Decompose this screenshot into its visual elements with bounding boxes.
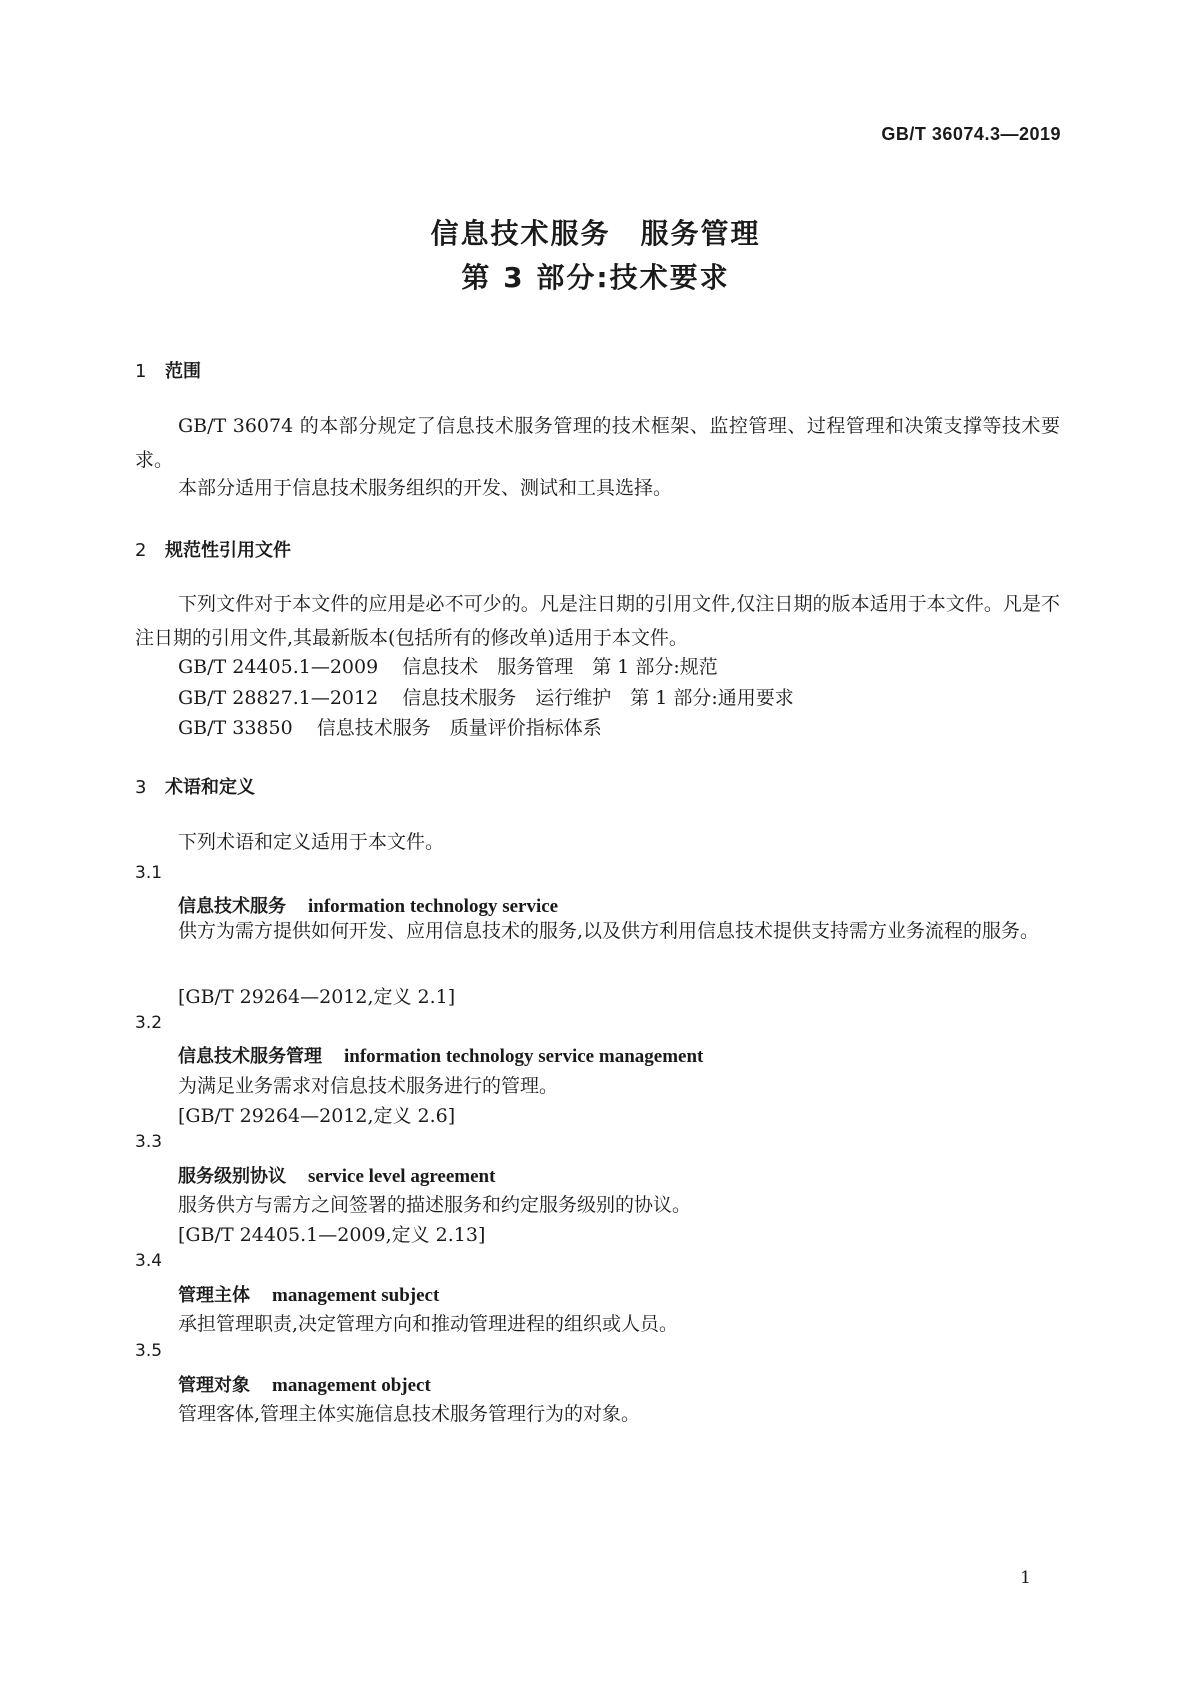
- term-heading: [178, 1281, 439, 1307]
- section-title: 范围: [165, 361, 201, 382]
- section-heading: [135, 536, 291, 562]
- term-en: information technology service: [308, 896, 559, 917]
- paragraph: 本部分适用于信息技术服务组织的开发、测试和工具选择。: [178, 477, 673, 499]
- reference-title: 信息技术服务 运行维护 第 1 部分:通用要求: [402, 687, 794, 709]
- reference-item: [178, 683, 794, 710]
- section-number: 3: [135, 777, 147, 798]
- term-en: management object: [272, 1375, 431, 1396]
- term-source: [GB/T 29264—2012,定义 2.6]: [178, 1105, 456, 1127]
- term-heading: [178, 1162, 495, 1188]
- term-definition: 管理客体,管理主体实施信息技术服务管理行为的对象。: [178, 1403, 641, 1425]
- term-en: information technology service management: [344, 1046, 704, 1067]
- term-zh: 信息技术服务: [178, 896, 286, 917]
- paragraph: 下列术语和定义适用于本文件。: [178, 831, 445, 853]
- term-source: [GB/T 24405.1—2009,定义 2.13]: [178, 1224, 486, 1246]
- section-heading: [135, 773, 255, 799]
- term-en: service level agreement: [308, 1166, 496, 1187]
- doc-title-line1: 信息技术服务 服务管理: [430, 217, 761, 250]
- term-number: 3.3: [135, 1132, 163, 1152]
- reference-code: GB/T 33850: [178, 717, 293, 739]
- term-number: 3.1: [135, 863, 163, 883]
- term-zh: 管理主体: [178, 1285, 250, 1306]
- term-definition: 承担管理职责,决定管理方向和推动管理进程的组织或人员。: [178, 1313, 679, 1335]
- term-zh: 管理对象: [178, 1375, 250, 1396]
- paragraph: GB/T 36074 的本部分规定了信息技术服务管理的技术框架、监控管理、过程管理和决策支撑等技术要求。: [135, 415, 1060, 471]
- reference-code: GB/T 28827.1—2012: [178, 687, 379, 709]
- section-number: 2: [135, 540, 147, 561]
- reference-title: 信息技术 服务管理 第 1 部分:规范: [402, 656, 718, 678]
- section-heading: [135, 357, 201, 383]
- term-definition: 服务供方与需方之间签署的描述服务和约定服务级别的协议。: [178, 1194, 692, 1216]
- reference-item: [178, 652, 718, 679]
- paragraph: 下列文件对于本文件的应用是必不可少的。凡是注日期的引用文件,仅注日期的版本适用于本文件。凡是不注日期的引用文件,其最新版本(包括所有的修改单)适用于本文件。: [135, 593, 1060, 649]
- term-heading: [178, 1371, 431, 1397]
- term-number: 3.2: [135, 1013, 163, 1033]
- term-number: 3.5: [135, 1341, 163, 1361]
- section-number: 1: [135, 361, 147, 382]
- term-source: [GB/T 29264—2012,定义 2.1]: [178, 986, 456, 1008]
- term-definition: 供方为需方提供如何开发、应用信息技术的服务,以及供方利用信息技术提供支持需方业务流程的服务。: [178, 920, 1040, 942]
- section-title: 术语和定义: [165, 777, 255, 798]
- term-zh: 信息技术服务管理: [178, 1046, 322, 1067]
- term-definition: 为满足业务需求对信息技术服务进行的管理。: [178, 1075, 559, 1097]
- section-title: 规范性引用文件: [165, 540, 291, 561]
- term-number: 3.4: [135, 1251, 163, 1271]
- standard-code: GB/T 36074.3—2019: [881, 124, 1061, 144]
- term-en: management subject: [272, 1285, 440, 1306]
- term-zh: 服务级别协议: [178, 1166, 286, 1187]
- doc-title-line2: 第 3 部分:技术要求: [461, 261, 730, 294]
- page-number: 1: [1020, 1568, 1031, 1588]
- reference-item: [178, 713, 602, 740]
- term-heading: [178, 1042, 703, 1068]
- reference-title: 信息技术服务 质量评价指标体系: [316, 717, 602, 739]
- reference-code: GB/T 24405.1—2009: [178, 656, 379, 678]
